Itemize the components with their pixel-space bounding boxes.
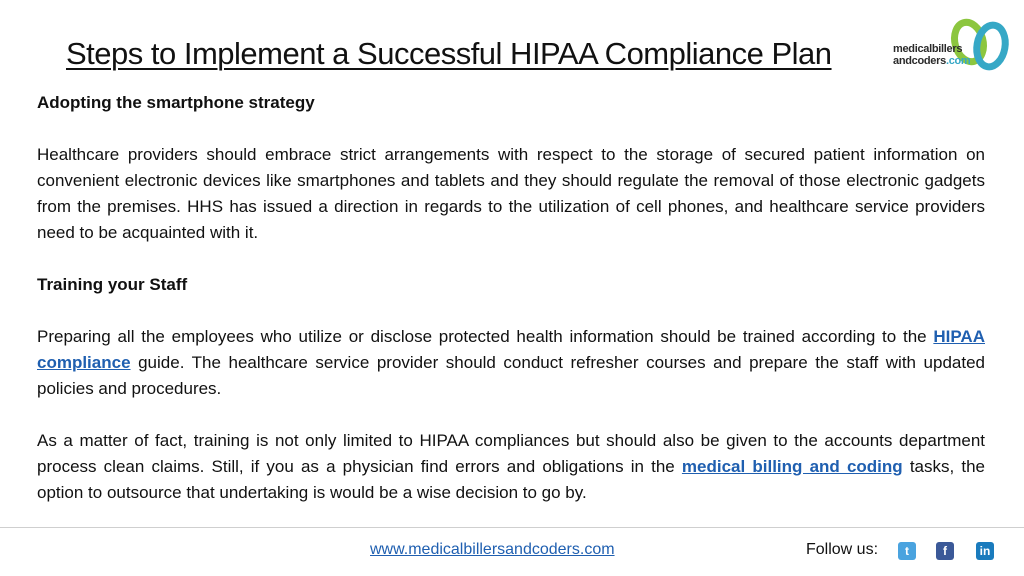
training-p2-text-before: As a matter of fact, training is not only limited to HIPAA compliances but should also be given to the accounts department process clean claims. Still, if you as a physician find errors and obligations in the (37, 431, 985, 476)
main-content (37, 90, 985, 506)
training-p2-text-after: tasks, the option to outsource that undertaking is would be a wise decision to go by. (37, 457, 986, 502)
linkedin-icon[interactable]: in (976, 542, 994, 560)
page-title: Steps to Implement a Successful HIPAA Compliance Plan (66, 36, 832, 71)
smartphone-paragraph: Healthcare providers should embrace strict arrangements with respect to the storage of secured patient information on convenient electronic devices like smartphones and tablets and they should regulate the removal of those electronic gadgets from the premises. HHS has issued a direction in regards to the utilization of cell phones, and healthcare service providers need to be acquainted with it. (37, 145, 985, 242)
twitter-icon[interactable]: t (898, 542, 916, 560)
logo-wordmark (893, 43, 970, 67)
footer-website-link[interactable]: www.medicalbillersandcoders.com (370, 541, 615, 558)
company-logo[interactable] (893, 12, 1015, 74)
hipaa-compliance-link[interactable]: HIPAA compliance (37, 327, 985, 372)
logo-line1: medicalbillers (893, 43, 963, 55)
medical-billing-coding-link[interactable]: medical billing and coding (681, 457, 903, 476)
footer-divider (0, 527, 1024, 528)
training-paragraph-1 (37, 324, 985, 402)
section-heading-training: Training your Staff (37, 275, 188, 294)
follow-us-label: Follow us: (806, 541, 879, 558)
section-heading-smartphone: Adopting the smartphone strategy (37, 93, 315, 112)
logo-suffix: .com (945, 55, 971, 67)
facebook-icon[interactable]: f (936, 542, 954, 560)
training-p1-text-after: guide. The healthcare service provider should conduct refresher courses and prepare the staff with updated policies and procedures. (37, 353, 985, 398)
training-p1-text-before: Preparing all the employees who utilize or disclose protected health information should be trained according to the (37, 327, 934, 346)
training-paragraph-2 (37, 428, 985, 506)
logo-line2: andcoders (893, 55, 946, 67)
